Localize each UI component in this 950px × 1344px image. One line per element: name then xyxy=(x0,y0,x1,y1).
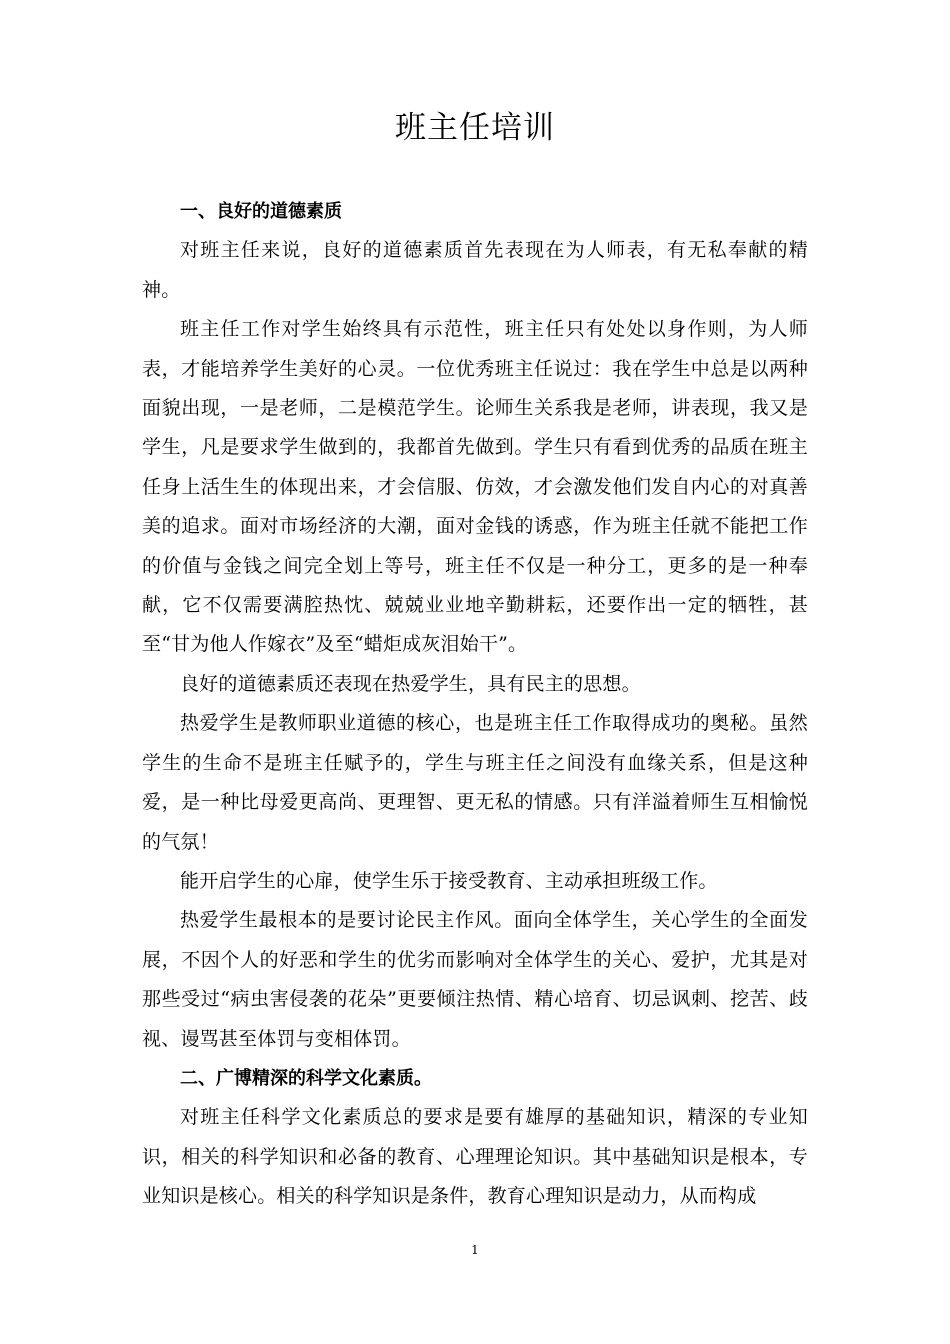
section-heading: 一、良好的道德素质 xyxy=(180,201,342,222)
section-heading: 二、广博精深的科学文化素质。 xyxy=(180,1067,432,1089)
document-title: 班主任培训 xyxy=(395,110,555,146)
paragraph: 班主任工作对学生始终具有示范性，班主任只有处处以身作则，为人师表，才能培养学生美好的心灵。一位优秀班主任说过：我在学生中总是以两种面貌出现，一是老师，二是模范学生。论师生关系我是老师，讲表现，我又是学生，凡是要求学生做到的，我都首先做到。学生只有看到优秀的品质在班主任身上活生生的体现出来，才会信服、仿效，才会激发他们发自内心的对真善美的追求。面对市场经济的大潮，面对金钱的诱惑，作为班主任就不能把工作的价值与金钱之间完全划上等号，班主任不仅是一种分工，更多的是一种奉献，它不仅需要满腔热忱、兢兢业业地辛勤耕耘，还要作出一定的牺牲，甚至“甘为他人作嫁衣”及至“蜡炬成灰泪始干”。 xyxy=(142,318,808,656)
document-body xyxy=(142,192,808,1217)
paragraph: 对班主任来说，良好的道德素质首先表现在为人师表，有无私奉献的精神。 xyxy=(142,239,808,301)
paragraph: 能开启学生的心扉，使学生乐于接受教育、主动承担班级工作。 xyxy=(180,869,718,892)
page-number: 1 xyxy=(471,1243,479,1257)
paragraph: 良好的道德素质还表现在热爱学生，具有民主的思想。 xyxy=(180,672,641,695)
paragraph: 对班主任科学文化素质总的要求是要有雄厚的基础知识，精深的专业知识，相关的科学知识和必备的教育、心理理论知识。其中基础知识是根本，专业知识是核心。相关的科学知识是条件，教育心理知识是动力，从而构成 xyxy=(142,1106,808,1208)
paragraph: 热爱学生最根本的是要讨论民主作风。面向全体学生，关心学生的全面发展，不因个人的好恶和学生的优劣而影响对全体学生的关心、爱护，尤其是对那些受过“病虫害侵袭的花朵”更要倾注热情、精心培育、切忌讽刺、挖苦、歧视、谩骂甚至体罚与变相体罚。 xyxy=(142,909,808,1050)
paragraph: 热爱学生是教师职业道德的核心，也是班主任工作取得成功的奥秘。虽然学生的生命不是班主任赋予的，学生与班主任之间没有血缘关系，但是这种爱，是一种比母爱更高尚、更理智、更无私的情感。只有洋溢着师生互相愉悦的气氛！ xyxy=(142,712,808,853)
